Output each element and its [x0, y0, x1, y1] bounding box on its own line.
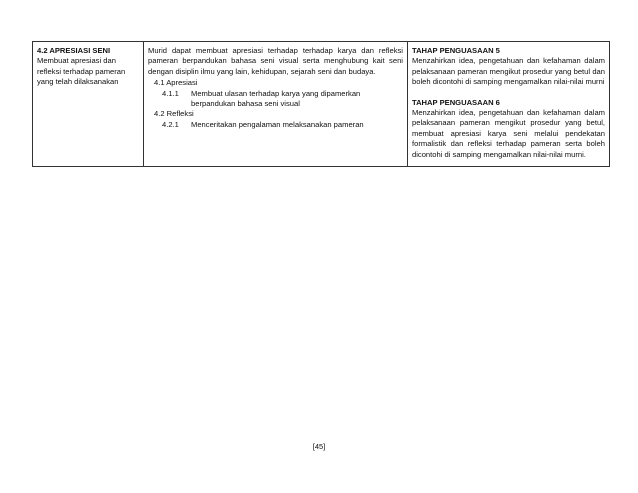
standard-text: Membuat apresiasi dan refleksi terhadap pameran yang telah dilaksanakan: [37, 56, 126, 87]
section-title-refleksi: 4.2 Refleksi: [154, 109, 194, 119]
standard-cell: [33, 42, 144, 167]
curriculum-table: [32, 41, 610, 167]
standard-heading: 4.2 APRESIASI SENI: [37, 46, 111, 55]
subsection-number: 4.1.1: [162, 88, 179, 98]
subsection-4-2-1: [148, 120, 403, 130]
objective-intro: Murid dapat membuat apresiasi terhadap terhadap karya dan refleksi pameran berpandukan bahasa seni visual serta menghubung kait seni dengan disiplin ilmu yang lain, kehidupan, sejarah seni dan budaya.: [148, 46, 403, 76]
performance-level-cell: [408, 42, 610, 167]
level-6-title: TAHAP PENGUASAAN 6: [412, 97, 500, 107]
table-row: [33, 42, 610, 167]
level-5-text: Menzahirkan idea, pengetahuan dan kefahaman dalam pelaksanaan pameran mengikut prosedur yang betul dan boleh dicontohi di samping mengamalkan nilai-nilai murni: [412, 56, 605, 87]
spacer: [412, 88, 605, 98]
section-title-apresiasi: 4.1 Apresiasi: [154, 78, 198, 88]
subsection-text: Membuat ulasan terhadap karya yang dipamerkan berpandukan bahasa seni visual: [191, 88, 361, 109]
subsection-number: 4.2.1: [162, 119, 179, 129]
subsection-text: Menceritakan pengalaman melaksanakan pameran: [191, 119, 364, 129]
page-number: [45]: [312, 442, 326, 451]
objective-cell: [144, 42, 408, 167]
level-5-title: TAHAP PENGUASAAN 5: [412, 46, 500, 55]
level-6-text: Menzahirkan idea, pengetahuan dan kefahaman dalam pelaksanaan pameran mengikut prosedur yang betul, membuat apresiasi karya seni melalui pendekatan formalistik dan refleksi terhadap pameran serta boleh dicontohi di samping mengamalkan nilai-nilai murni.: [412, 108, 605, 159]
subsection-4-1-1: [148, 89, 403, 110]
